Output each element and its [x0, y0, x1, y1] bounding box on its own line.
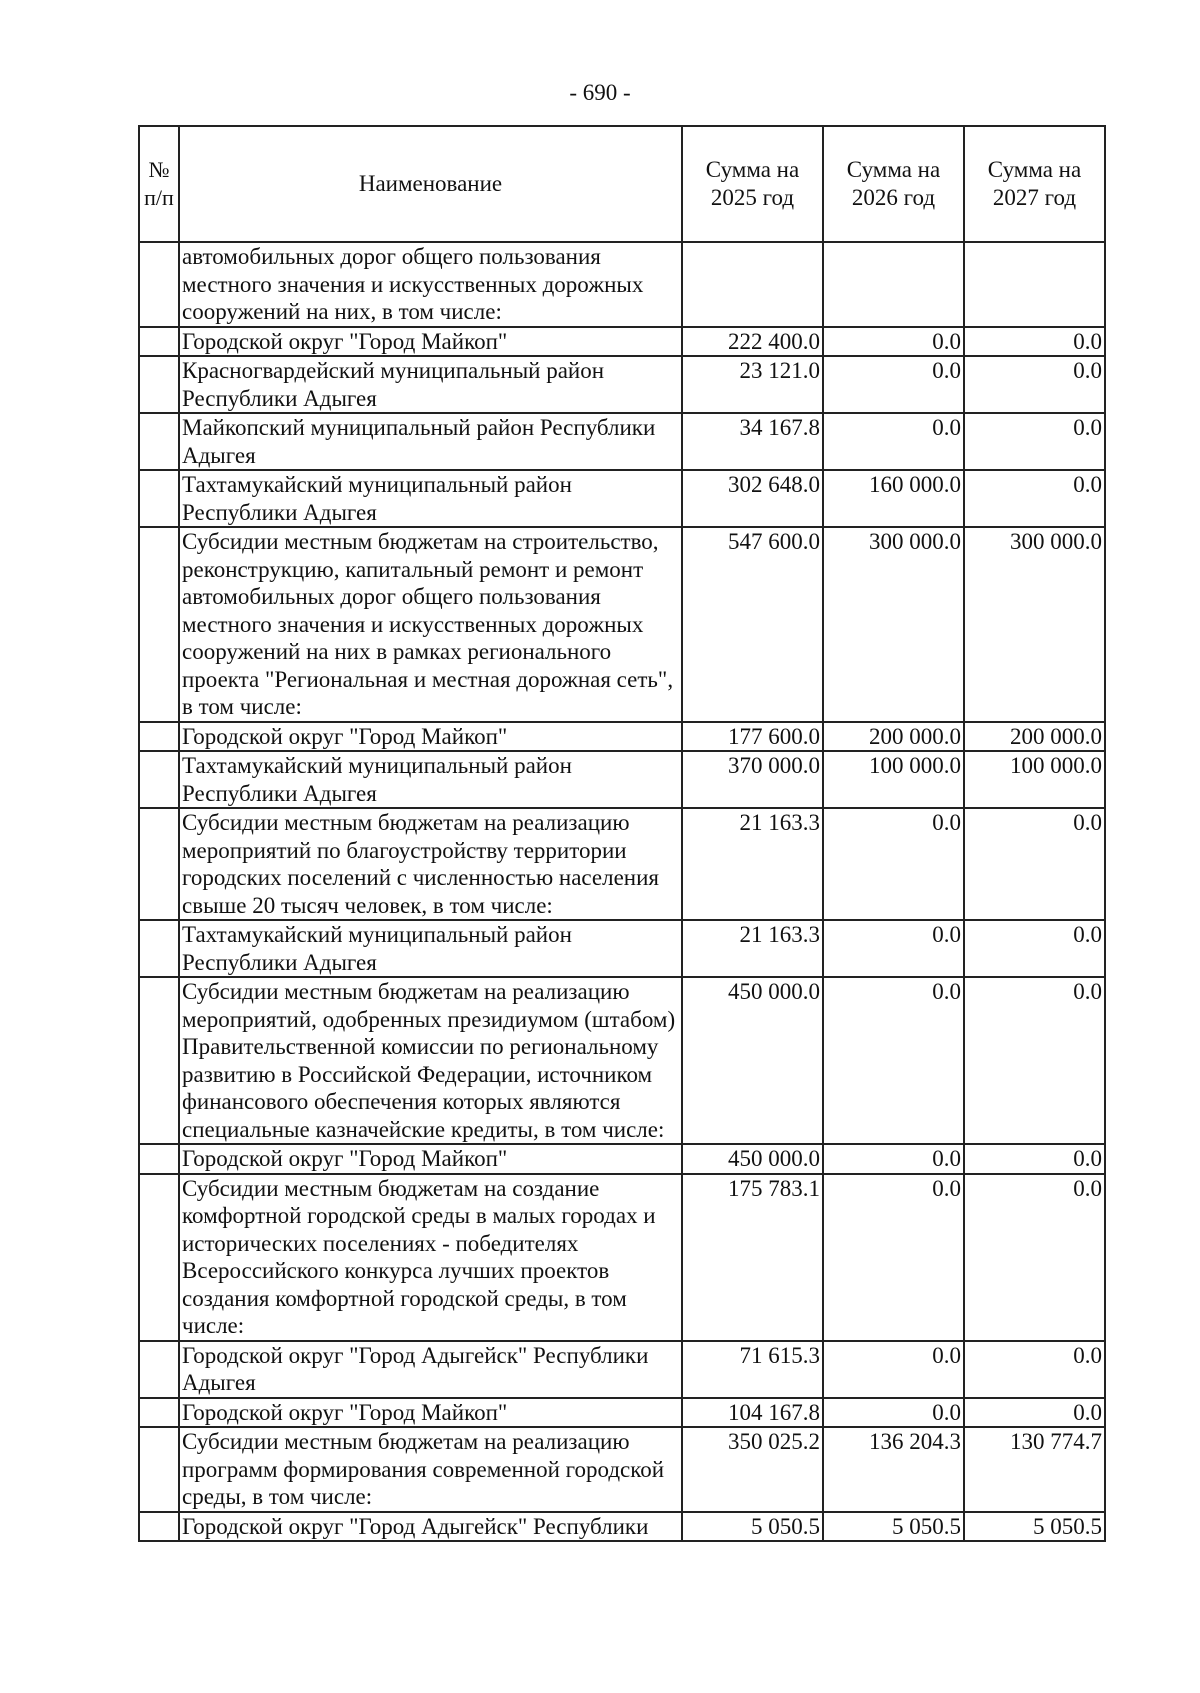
amount-2026: 0.0 — [823, 1174, 964, 1341]
amount-2026: 0.0 — [823, 413, 964, 470]
amount-2026: 0.0 — [823, 327, 964, 357]
table-row — [139, 751, 1105, 808]
amount-2027: 0.0 — [964, 1174, 1105, 1341]
amount-2027: 200 000.0 — [964, 722, 1105, 752]
row-name: Субсидии местным бюджетам на строительство, реконструкцию, капитальный ремонт и ремонт автомобильных дорог общего пользования местного значения и искусственных дорожных сооружений на них в рамках регионального проекта "Региональная и местная дорожная сеть", в том числе: — [179, 527, 682, 722]
row-name: Красногвардейский муниципальный район Республики Адыгея — [179, 356, 682, 413]
amount-2025: 21 163.3 — [682, 808, 823, 920]
amount-2027: 0.0 — [964, 1398, 1105, 1428]
amount-2026: 0.0 — [823, 1398, 964, 1428]
amount-2025: 23 121.0 — [682, 356, 823, 413]
amount-2027: 0.0 — [964, 1144, 1105, 1174]
row-num — [139, 1174, 179, 1341]
table-row — [139, 1398, 1105, 1428]
amount-2026: 300 000.0 — [823, 527, 964, 722]
row-num — [139, 977, 179, 1144]
amount-2026 — [823, 242, 964, 327]
amount-2026: 5 050.5 — [823, 1512, 964, 1542]
table-row — [139, 1144, 1105, 1174]
budget-table — [138, 125, 1106, 1542]
header-2025: Сумма на 2025 год — [682, 126, 823, 242]
amount-2025 — [682, 242, 823, 327]
header-2027: Сумма на 2027 год — [964, 126, 1105, 242]
table-row — [139, 413, 1105, 470]
row-name: Городской округ "Город Майкоп" — [179, 1398, 682, 1428]
row-num — [139, 356, 179, 413]
table-row — [139, 722, 1105, 752]
amount-2025: 350 025.2 — [682, 1427, 823, 1512]
table-row — [139, 920, 1105, 977]
amount-2025: 302 648.0 — [682, 470, 823, 527]
page-number: - 690 - — [569, 80, 631, 105]
row-name: Городской округ "Город Майкоп" — [179, 1144, 682, 1174]
row-name: Субсидии местным бюджетам на реализацию программ формирования современной городской среды, в том числе: — [179, 1427, 682, 1512]
amount-2026: 0.0 — [823, 977, 964, 1144]
table-row — [139, 327, 1105, 357]
amount-2025: 222 400.0 — [682, 327, 823, 357]
row-num — [139, 242, 179, 327]
amount-2025: 177 600.0 — [682, 722, 823, 752]
amount-2025: 21 163.3 — [682, 920, 823, 977]
row-num — [139, 1398, 179, 1428]
row-num — [139, 920, 179, 977]
amount-2027 — [964, 242, 1105, 327]
row-num — [139, 413, 179, 470]
row-num — [139, 1427, 179, 1512]
table-body — [139, 242, 1105, 1541]
amount-2026: 0.0 — [823, 1341, 964, 1398]
amount-2027: 0.0 — [964, 470, 1105, 527]
row-name: Майкопский муниципальный район Республики Адыгея — [179, 413, 682, 470]
row-name: Городской округ "Город Адыгейск" Республики — [179, 1512, 682, 1542]
amount-2025: 450 000.0 — [682, 977, 823, 1144]
row-name: Субсидии местным бюджетам на создание комфортной городской среды в малых городах и исторических поселениях - победителях Всероссийского конкурса лучших проектов создания комфортной городской среды, в том числе: — [179, 1174, 682, 1341]
row-name: Субсидии местным бюджетам на реализацию мероприятий по благоустройству территории городских поселений с численностью населения свыше 20 тысяч человек, в том числе: — [179, 808, 682, 920]
amount-2027: 5 050.5 — [964, 1512, 1105, 1542]
row-name: Тахтамукайский муниципальный район Республики Адыгея — [179, 751, 682, 808]
amount-2026: 136 204.3 — [823, 1427, 964, 1512]
row-name: Городской округ "Город Майкоп" — [179, 722, 682, 752]
table-row — [139, 977, 1105, 1144]
table-row — [139, 356, 1105, 413]
amount-2025: 104 167.8 — [682, 1398, 823, 1428]
row-num — [139, 1512, 179, 1542]
amount-2025: 71 615.3 — [682, 1341, 823, 1398]
amount-2026: 0.0 — [823, 808, 964, 920]
amount-2027: 0.0 — [964, 356, 1105, 413]
table-row — [139, 242, 1105, 327]
row-num — [139, 470, 179, 527]
table-header — [139, 126, 1105, 242]
table-row — [139, 1341, 1105, 1398]
amount-2025: 547 600.0 — [682, 527, 823, 722]
table-row — [139, 808, 1105, 920]
row-name: Городской округ "Город Адыгейск" Республики Адыгея — [179, 1341, 682, 1398]
amount-2026: 0.0 — [823, 1144, 964, 1174]
table-row — [139, 1512, 1105, 1542]
header-name: Наименование — [179, 126, 682, 242]
row-name: Тахтамукайский муниципальный район Республики Адыгея — [179, 920, 682, 977]
amount-2027: 0.0 — [964, 1341, 1105, 1398]
amount-2025: 5 050.5 — [682, 1512, 823, 1542]
amount-2025: 34 167.8 — [682, 413, 823, 470]
amount-2026: 100 000.0 — [823, 751, 964, 808]
amount-2027: 0.0 — [964, 413, 1105, 470]
amount-2027: 0.0 — [964, 327, 1105, 357]
amount-2027: 0.0 — [964, 808, 1105, 920]
amount-2027: 0.0 — [964, 977, 1105, 1144]
row-name: Тахтамукайский муниципальный район Республики Адыгея — [179, 470, 682, 527]
table-row — [139, 1427, 1105, 1512]
table-row — [139, 1174, 1105, 1341]
row-num — [139, 1144, 179, 1174]
amount-2025: 450 000.0 — [682, 1144, 823, 1174]
row-name: Субсидии местным бюджетам на реализацию мероприятий, одобренных президиумом (штабом) Правительственной комиссии по региональному развитию в Российской Федерации, источником финансового обеспечения которых являются специальные казначейские кредиты, в том числе: — [179, 977, 682, 1144]
row-num — [139, 722, 179, 752]
amount-2025: 175 783.1 — [682, 1174, 823, 1341]
table-row — [139, 527, 1105, 722]
amount-2026: 200 000.0 — [823, 722, 964, 752]
amount-2027: 0.0 — [964, 920, 1105, 977]
header-num: № п/п — [139, 126, 179, 242]
row-num — [139, 751, 179, 808]
table-row — [139, 470, 1105, 527]
row-num — [139, 1341, 179, 1398]
amount-2026: 0.0 — [823, 356, 964, 413]
row-num — [139, 808, 179, 920]
row-num — [139, 327, 179, 357]
amount-2027: 130 774.7 — [964, 1427, 1105, 1512]
row-name: автомобильных дорог общего пользования местного значения и искусственных дорожных сооружений на них, в том числе: — [179, 242, 682, 327]
amount-2027: 300 000.0 — [964, 527, 1105, 722]
row-num — [139, 527, 179, 722]
amount-2027: 100 000.0 — [964, 751, 1105, 808]
row-name: Городской округ "Город Майкоп" — [179, 327, 682, 357]
header-2026: Сумма на 2026 год — [823, 126, 964, 242]
amount-2026: 160 000.0 — [823, 470, 964, 527]
amount-2026: 0.0 — [823, 920, 964, 977]
amount-2025: 370 000.0 — [682, 751, 823, 808]
